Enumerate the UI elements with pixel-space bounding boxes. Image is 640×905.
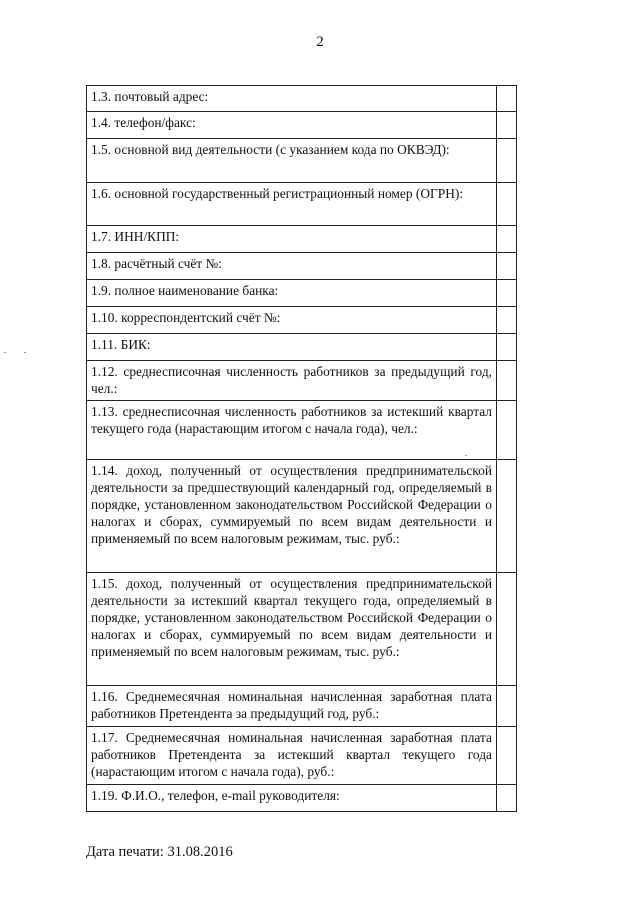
row-label: 1.8. расчётный счёт №: bbox=[87, 253, 497, 280]
table-row bbox=[87, 280, 517, 307]
row-value-cell[interactable] bbox=[497, 112, 517, 139]
table-row bbox=[87, 139, 517, 183]
table-row bbox=[87, 401, 517, 460]
row-label: 1.14. доход, полученный от осуществления предпринимательской деятельности за предшествующий календарный год, определяемый в порядке, установленном законодательством Российской Федерации о налогах и сборах, суммируемый по всем видам деятельности и применяемый по всем налоговым режимам, тыс. руб.: bbox=[87, 460, 497, 573]
row-value-cell[interactable] bbox=[497, 686, 517, 727]
row-value-cell[interactable] bbox=[497, 727, 517, 785]
row-value-cell[interactable] bbox=[497, 785, 517, 812]
row-label: 1.5. основной вид деятельности (с указанием кода по ОКВЭД): bbox=[87, 139, 497, 183]
row-label: 1.10. корреспондентский счёт №: bbox=[87, 307, 497, 334]
table-row bbox=[87, 785, 517, 812]
row-value-cell[interactable] bbox=[497, 307, 517, 334]
table-row bbox=[87, 226, 517, 253]
row-label: 1.19. Ф.И.О., телефон, e-mail руководителя: bbox=[87, 785, 497, 812]
row-value-cell[interactable] bbox=[497, 460, 517, 573]
row-label: 1.12. среднесписочная численность работников за предыдущий год, чел.: bbox=[87, 361, 497, 401]
table-row bbox=[87, 307, 517, 334]
row-label: 1.9. полное наименование банка: bbox=[87, 280, 497, 307]
row-label: 1.17. Среднемесячная номинальная начисленная заработная плата работников Претендента за истекший квартал текущего года (нарастающим итогом с начала года), руб.: bbox=[87, 727, 497, 785]
page-number: 2 bbox=[316, 34, 324, 50]
print-date: Дата печати: 31.08.2016 bbox=[86, 844, 233, 860]
row-value-cell[interactable] bbox=[497, 401, 517, 460]
table-row bbox=[87, 727, 517, 785]
row-value-cell[interactable] bbox=[497, 361, 517, 401]
row-label: 1.4. телефон/факс: bbox=[87, 112, 497, 139]
row-label: 1.11. БИК: bbox=[87, 334, 497, 361]
row-value-cell[interactable] bbox=[497, 573, 517, 686]
table-row bbox=[87, 686, 517, 727]
table-row bbox=[87, 183, 517, 226]
row-label: 1.6. основной государственный регистрационный номер (ОГРН): bbox=[87, 183, 497, 226]
row-label: 1.3. почтовый адрес: bbox=[87, 86, 497, 112]
row-label: 1.16. Среднемесячная номинальная начисленная заработная плата работников Претендента за предыдущий год, руб.: bbox=[87, 686, 497, 727]
row-value-cell[interactable] bbox=[497, 334, 517, 361]
row-value-cell[interactable] bbox=[497, 253, 517, 280]
table-row bbox=[87, 112, 517, 139]
row-value-cell[interactable] bbox=[497, 86, 517, 112]
row-value-cell[interactable] bbox=[497, 183, 517, 226]
application-form-table bbox=[86, 85, 517, 812]
scan-speck bbox=[4, 352, 6, 353]
row-label: 1.7. ИНН/КПП: bbox=[87, 226, 497, 253]
table-row bbox=[87, 253, 517, 280]
row-value-cell[interactable] bbox=[497, 139, 517, 183]
table-row bbox=[87, 86, 517, 112]
row-label: 1.13. среднесписочная численность работников за истекший квартал текущего года (нарастающим итогом с начала года), чел.: bbox=[87, 401, 497, 460]
table-row bbox=[87, 334, 517, 361]
scan-speck bbox=[24, 352, 26, 353]
row-label: 1.15. доход, полученный от осуществления предпринимательской деятельности за истекший квартал текущего года, определяемый в порядке, установленном законодательством Российской Федерации о налогах и сборах, суммируемый по всем видам деятельности и применяемый по всем налоговым режимам, тыс. руб.: bbox=[87, 573, 497, 686]
table-row bbox=[87, 361, 517, 401]
row-value-cell[interactable] bbox=[497, 226, 517, 253]
row-value-cell[interactable] bbox=[497, 280, 517, 307]
table-row bbox=[87, 460, 517, 573]
table-row bbox=[87, 573, 517, 686]
scan-speck bbox=[465, 455, 467, 456]
